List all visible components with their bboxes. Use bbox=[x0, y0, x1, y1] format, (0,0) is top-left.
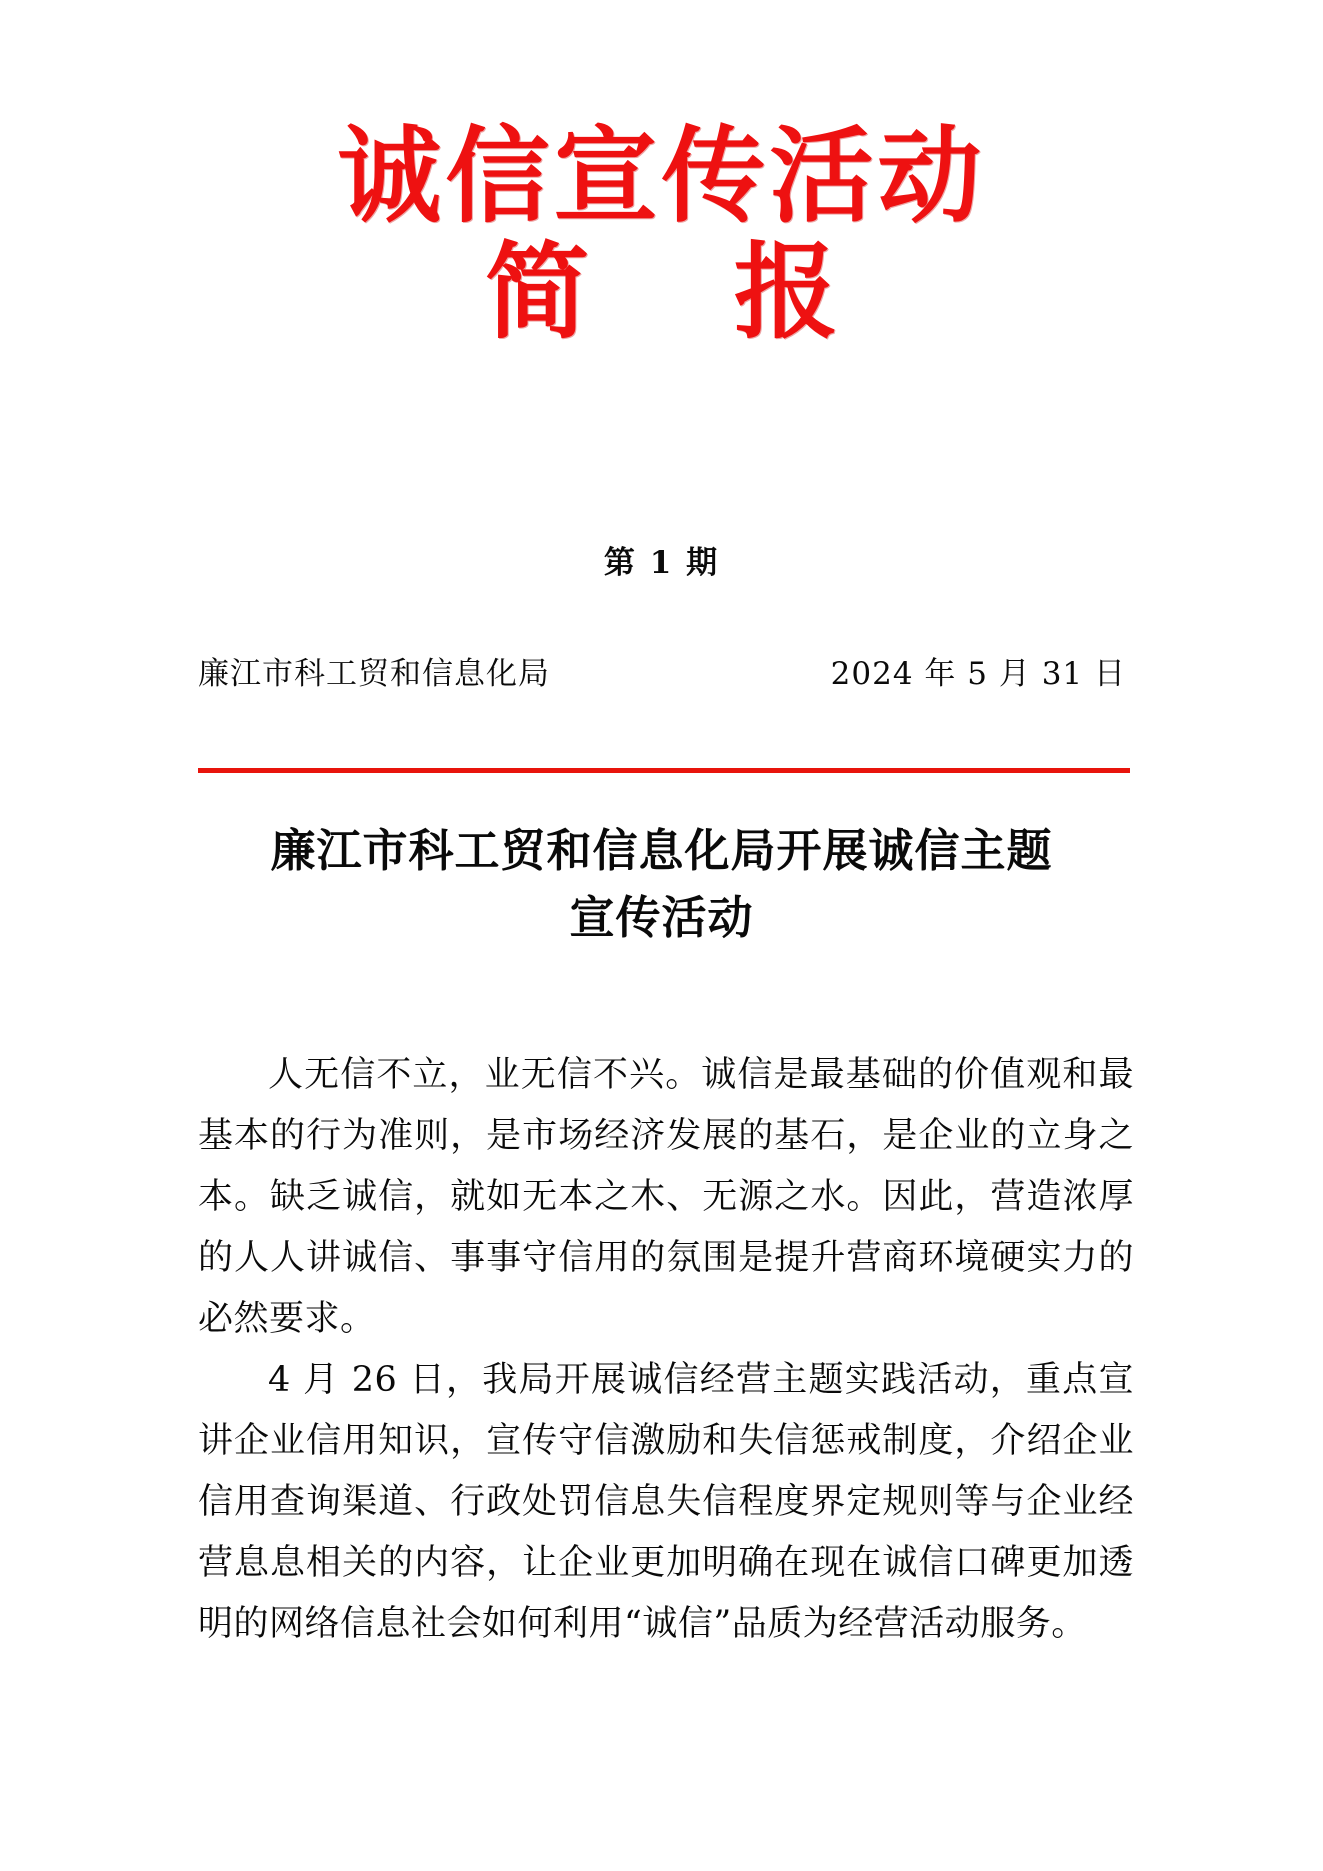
issue-number-row bbox=[0, 537, 1323, 582]
issue-number: 第 1 期 bbox=[603, 545, 720, 581]
masthead bbox=[0, 114, 1323, 354]
masthead-title-line-1: 诚信宣传活动 bbox=[337, 114, 986, 237]
article-headline-line-2: 宣传活动 bbox=[569, 890, 754, 944]
article-paragraph: 4 月 26 日，我局开展诚信经营主题实践活动，重点宣讲企业信用知识，宣传守信激励和失信惩戒制度，介绍企业信用查询渠道、行政处罚信息失信程度界定规则等与企业经营息息相关的内容，让企业更加明确在现在诚信口碑更加透明的网络信息社会如何利用“诚信”品质为经营活动服务。 bbox=[198, 1360, 1134, 1644]
article-body bbox=[198, 1045, 1134, 1655]
article-paragraph: 人无信不立，业无信不兴。诚信是最基础的价值观和最基本的行为准则，是市场经济发展的基石，是企业的立身之本。缺乏诚信，就如无本之木、无源之水。因此，营造浓厚的人人讲诚信、事事守信用的氛围是提升营商环境硬实力的必然要求。 bbox=[198, 1055, 1134, 1339]
masthead-title-line-2: 简 报 bbox=[485, 230, 838, 354]
publication-date: 2024 年 5 月 31 日 bbox=[830, 656, 1126, 692]
issuing-agency: 廉江市科工贸和信息化局 bbox=[198, 656, 550, 692]
article-headline-line-1: 廉江市科工贸和信息化局开展诚信主题 bbox=[270, 824, 1053, 877]
red-divider-rule bbox=[198, 768, 1130, 773]
article-headline bbox=[160, 818, 1163, 951]
masthead-meta-row bbox=[198, 648, 1130, 693]
